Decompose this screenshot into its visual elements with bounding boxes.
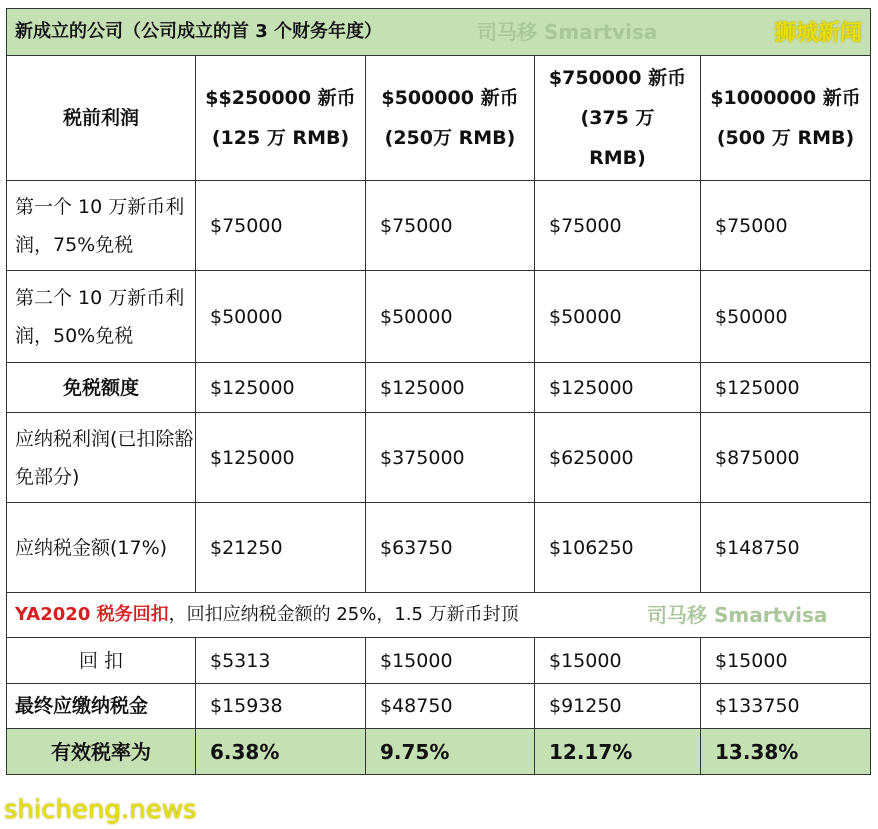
cell: $15938 — [196, 684, 366, 729]
row-label: 免税额度 — [7, 363, 196, 413]
cell: $75000 — [701, 181, 871, 271]
row-label: 最终应缴纳税金 — [7, 684, 196, 729]
header-col-2 — [366, 56, 535, 181]
row-label: 回 扣 — [7, 638, 196, 684]
cell: $148750 — [701, 503, 871, 593]
cell: $48750 — [366, 684, 535, 729]
row-label: 第一个 10 万新币利润，75%免税 — [7, 181, 196, 271]
final-tax-row — [7, 684, 871, 729]
rebate-note-highlight: YA2020 税务回扣 — [15, 604, 169, 625]
cell: $15000 — [535, 638, 701, 684]
cell: $106250 — [535, 503, 701, 593]
rebate-row — [7, 638, 871, 684]
header-label: 税前利润 — [7, 56, 196, 181]
cell: $75000 — [196, 181, 366, 271]
header-row — [7, 56, 871, 181]
row-label: 有效税率为 — [7, 729, 196, 775]
table-row — [7, 503, 871, 593]
logo: 狮城新闻 — [774, 21, 863, 46]
cell: $133750 — [701, 684, 871, 729]
cell: $375000 — [366, 413, 535, 503]
cell: 6.38% — [196, 729, 366, 775]
header-line: (250万 RMB) — [384, 127, 516, 149]
cell: $50000 — [196, 271, 366, 363]
header-col-3 — [535, 56, 701, 181]
table-title: 新成立的公司（公司成立的首 3 个财务年度） — [15, 21, 383, 42]
cell: $21250 — [196, 503, 366, 593]
tax-table — [6, 8, 871, 775]
header-line: $$250000 新币 — [205, 87, 356, 109]
cell: $125000 — [701, 363, 871, 413]
cell: 9.75% — [366, 729, 535, 775]
effective-rate-row — [7, 729, 871, 775]
cell: $125000 — [196, 363, 366, 413]
header-line: (500 万 RMB) — [716, 127, 855, 149]
cell: $75000 — [366, 181, 535, 271]
cell: $625000 — [535, 413, 701, 503]
cell: $75000 — [535, 181, 701, 271]
header-line: $1000000 新币 — [710, 87, 861, 109]
rebate-note-text: ，回扣应纳税金额的 25%，1.5 万新币封顶 — [168, 604, 519, 625]
table-row — [7, 413, 871, 503]
cell: 13.38% — [701, 729, 871, 775]
header-line: (375 万 — [580, 107, 655, 129]
cell: $91250 — [535, 684, 701, 729]
cell: $125000 — [535, 363, 701, 413]
cell: $15000 — [366, 638, 535, 684]
row-label: 应纳税金额(17%) — [7, 503, 196, 593]
cell: 12.17% — [535, 729, 701, 775]
cell: $50000 — [535, 271, 701, 363]
cell: $63750 — [366, 503, 535, 593]
header-col-4 — [701, 56, 871, 181]
table-row — [7, 181, 871, 271]
header-col-1 — [196, 56, 366, 181]
title-row — [7, 9, 871, 56]
rebate-note-row — [7, 593, 871, 638]
cell: $15000 — [701, 638, 871, 684]
cell: $125000 — [366, 363, 535, 413]
row-label: 第二个 10 万新币利润，50%免税 — [7, 271, 196, 363]
cell: $875000 — [701, 413, 871, 503]
table-row — [7, 363, 871, 413]
cell: $125000 — [196, 413, 366, 503]
row-label: 应纳税利润(已扣除豁免部分) — [7, 413, 196, 503]
watermark: 司马移 Smartvisa — [647, 603, 828, 627]
cell: $50000 — [366, 271, 535, 363]
header-line: (125 万 RMB) — [211, 127, 350, 149]
header-line: $750000 新币 — [548, 67, 687, 89]
cell: $50000 — [701, 271, 871, 363]
header-line: RMB) — [589, 147, 646, 169]
table-row — [7, 271, 871, 363]
header-line: $500000 新币 — [381, 87, 519, 109]
site-watermark: shicheng.news — [4, 795, 197, 825]
watermark: 司马移 Smartvisa — [477, 20, 658, 44]
cell: $5313 — [196, 638, 366, 684]
